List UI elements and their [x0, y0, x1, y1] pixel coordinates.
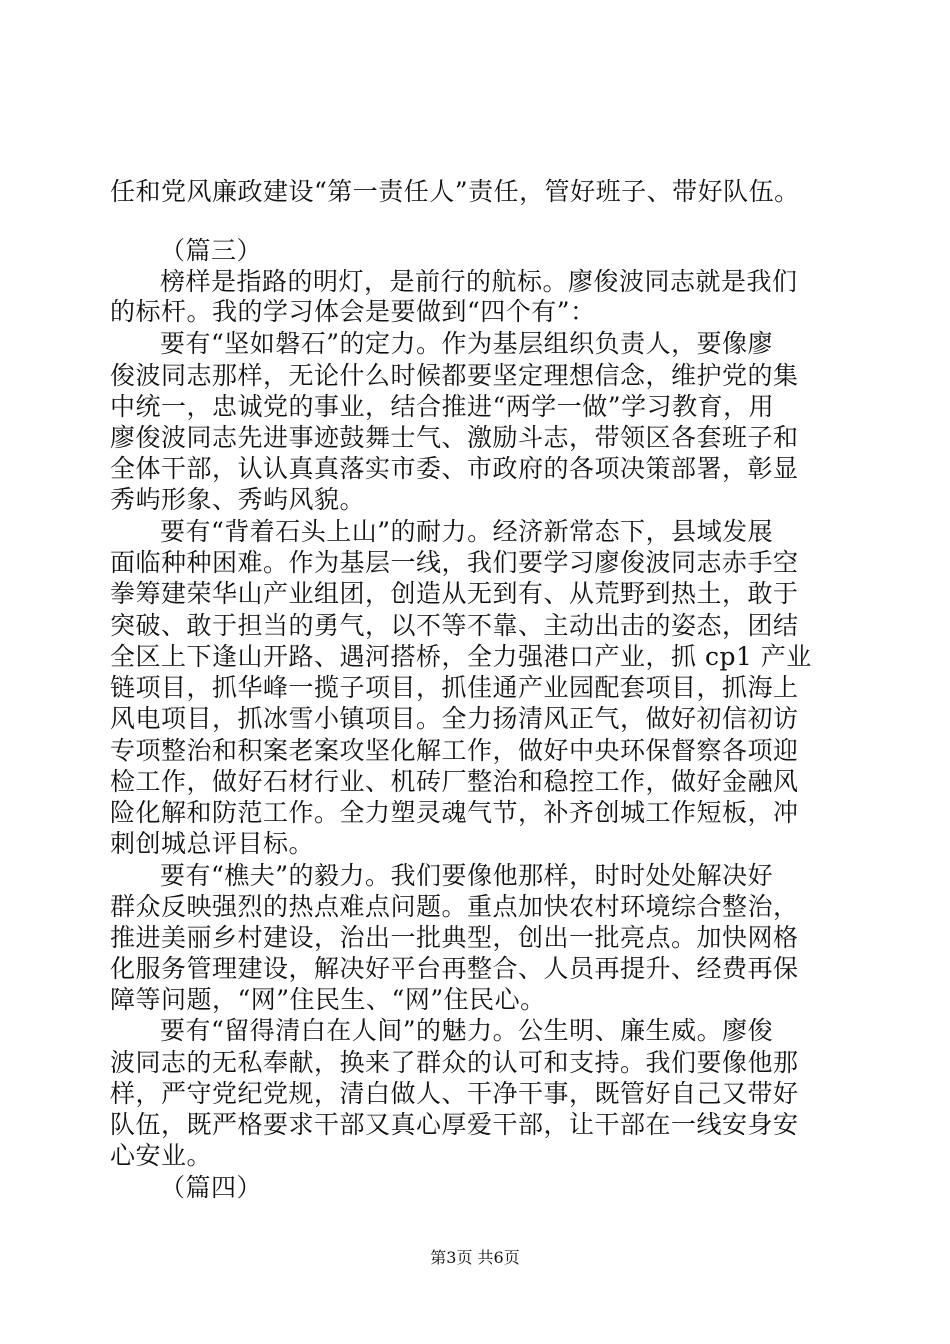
text-line: 突破、敢于担当的勇气，以不等不靠、主动出击的姿态，团结: [110, 611, 799, 640]
text-line: 风电项目，抓冰雪小镇项目。全力扬清风正气，做好初信初访: [110, 704, 799, 733]
text-line: 榜样是指路的明灯，是前行的航标。廖俊波同志就是我们: [160, 267, 798, 296]
text-line: 要有“留得清白在人间”的魅力。公生明、廉生威。廖俊: [160, 1016, 774, 1045]
text-line: 样，严守党纪党规，清白做人、干净干事，既管好自己又带好: [110, 1079, 799, 1108]
text-line: 中统一，忠诚党的事业，结合推进“两学一做”学习教育，用: [110, 392, 775, 421]
page-footer: 第3页 共6页: [430, 1248, 520, 1267]
text-line: 面临种种困难。作为基层一线，我们要学习廖俊波同志赤手空: [110, 548, 799, 577]
text-line: 群众反映强烈的热点难点问题。重点加快农村环境综合整治，: [110, 892, 799, 921]
text-line: 推进美丽乡村建设，治出一批典型，创出一批亮点。加快网格: [110, 923, 799, 952]
text-line: 刺创城总评目标。: [110, 829, 315, 858]
text-line: 链项目，抓华峰一揽子项目，抓佳通产业园配套项目，抓海上: [110, 673, 799, 702]
text-line: 拳筹建荣华山产业组团，创造从无到有、从荒野到热土，敢于: [110, 579, 799, 608]
text-line: 要有“背着石头上山”的耐力。经济新常态下，县域发展: [160, 517, 774, 546]
text-line: （篇四）: [160, 1173, 263, 1202]
text-line: 障等问题，“网”住民生、“网”住民心。: [110, 985, 546, 1014]
text-line: 的标杆。我的学习体会是要做到“四个有”：: [110, 297, 596, 326]
text-line: 任和党风廉政建设“第一责任人”责任，管好班子、带好队伍。: [110, 177, 800, 206]
text-line: 要有“樵夫”的毅力。我们要像他那样，时时处处解决好: [160, 861, 774, 890]
text-line: 检工作，做好石材行业、机砖厂整治和稳控工作，做好金融风: [110, 767, 799, 796]
text-line: 专项整治和积案老案攻坚化解工作，做好中央环保督察各项迎: [110, 736, 799, 765]
text-line: 险化解和防范工作。全力塑灵魂气节，补齐创城工作短板，冲: [110, 798, 799, 827]
text-line: 化服务管理建设，解决好平台再整合、人员再提升、经费再保: [110, 954, 799, 983]
text-line: 队伍，既严格要求干部又真心厚爱干部，让干部在一线安身安: [110, 1110, 799, 1139]
text-line: 廖俊波同志先进事迹鼓舞士气、激励斗志，带领区各套班子和: [110, 423, 799, 452]
text-line: 秀屿形象、秀屿风貌。: [110, 485, 366, 514]
text-line: 要有“坚如磐石”的定力。作为基层组织负责人，要像廖: [160, 329, 774, 358]
text-line: 波同志的无私奉献，换来了群众的认可和支持。我们要像他那: [110, 1048, 799, 1077]
text-line: 俊波同志那样，无论什么时候都要坚定理想信念，维护党的集: [110, 361, 799, 390]
text-line: 全体干部，认认真真落实市委、市政府的各项决策部署，彰显: [110, 454, 799, 483]
text-line: （篇三）: [160, 236, 263, 265]
text-line: 全区上下逢山开路、遇河搭桥，全力强港口产业，抓 cp1 产业: [110, 642, 812, 671]
text-line: 心安业。: [110, 1141, 213, 1170]
